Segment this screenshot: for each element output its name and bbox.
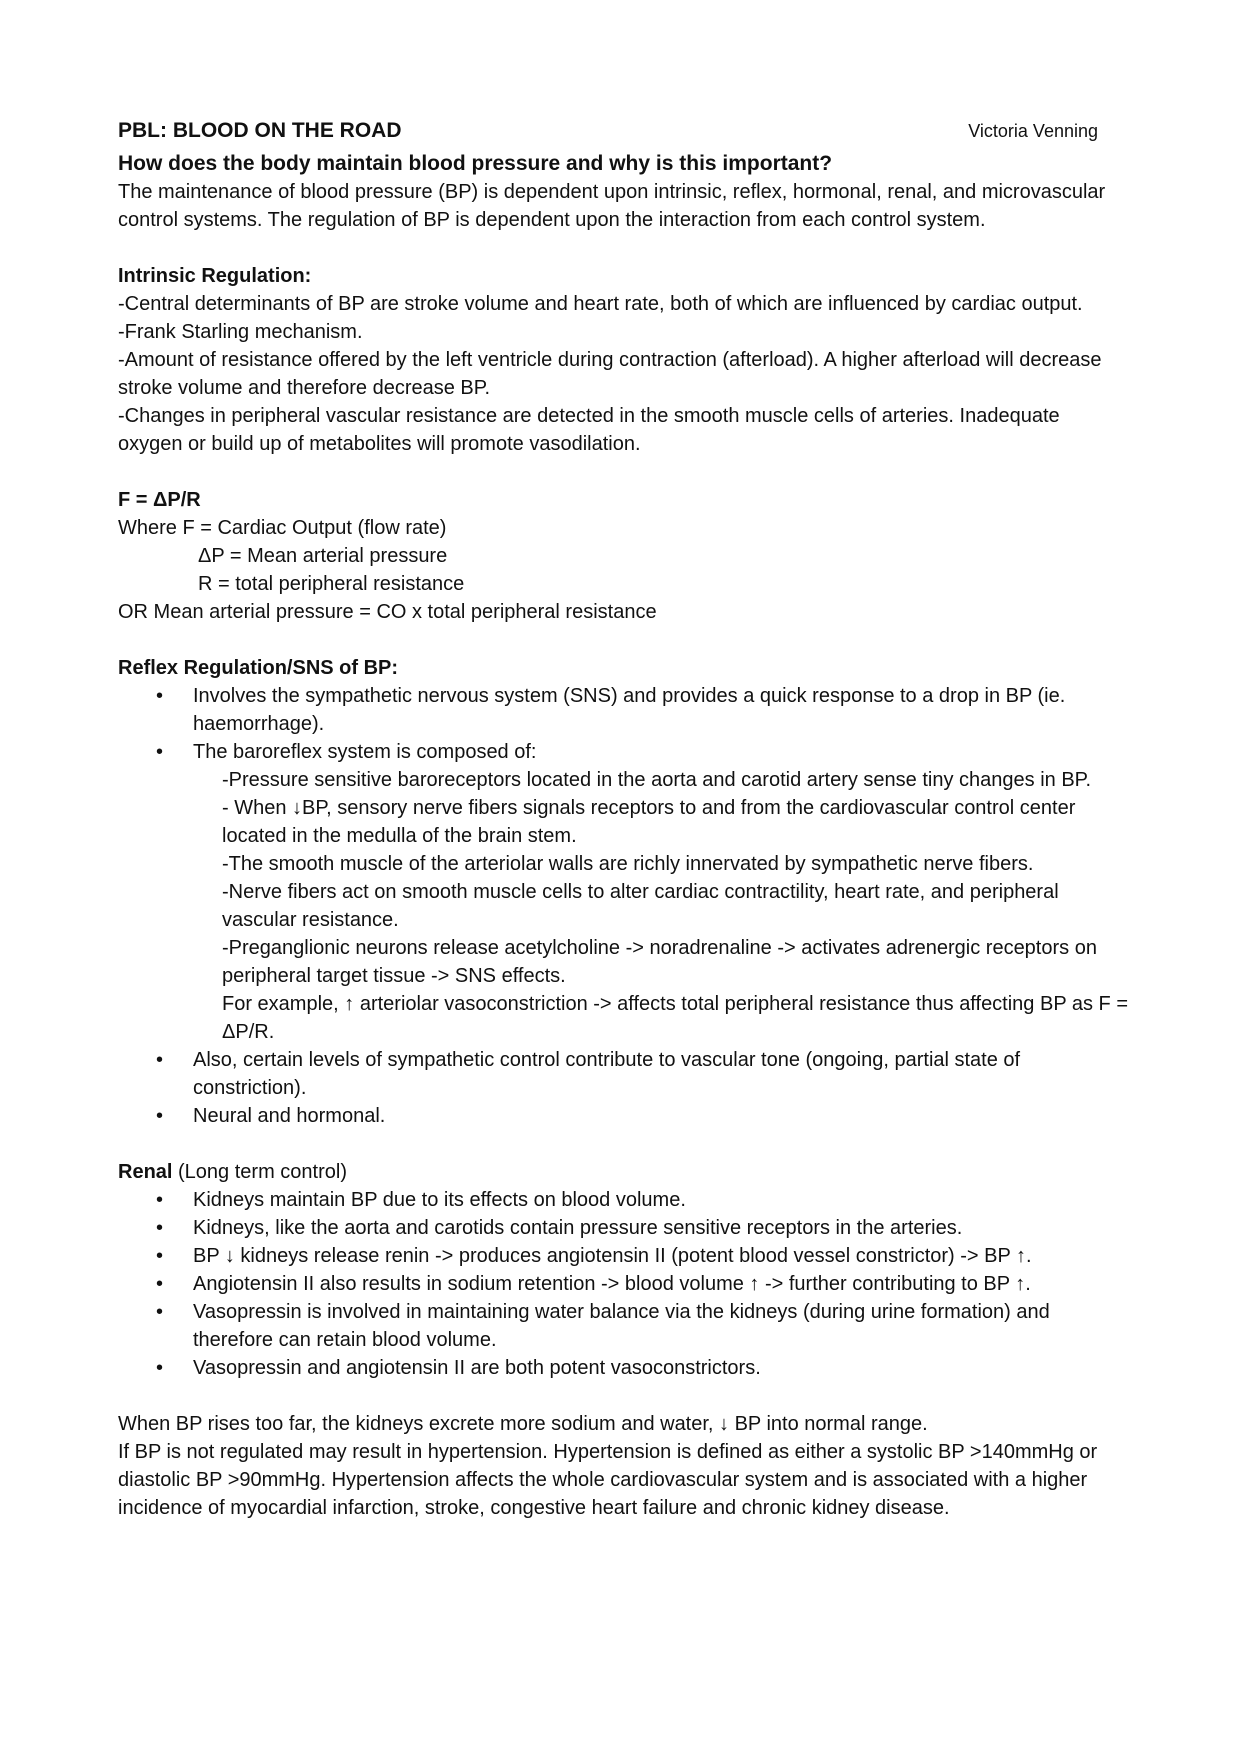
spacer bbox=[118, 1382, 1128, 1410]
baroreflex-subblock bbox=[118, 766, 1128, 1046]
baroreflex-line: - When ↓BP, sensory nerve fibers signals receptors to and from the cardiovascular control center located in the medulla of the brain stem. bbox=[222, 797, 1076, 847]
intro-paragraph: The maintenance of blood pressure (BP) is dependent upon intrinsic, reflex, hormonal, renal, and microvascular control systems. The regulation of BP is dependent upon the interaction from each control system. bbox=[118, 181, 1106, 231]
closing-line: When BP rises too far, the kidneys excrete more sodium and water, ↓ BP into normal range. bbox=[118, 1413, 928, 1435]
list-item bbox=[118, 1102, 1128, 1130]
formula-line: R = total peripheral resistance bbox=[198, 573, 465, 595]
bullet-text: Kidneys, like the aorta and carotids contain pressure sensitive receptors in the arteries. bbox=[193, 1217, 963, 1239]
closing-paragraph: If BP is not regulated may result in hypertension. Hypertension is defined as either a systolic BP >140mmHg or diastolic BP >90mmHg. Hypertension affects the whole cardiovascular system and is associated with a higher incidence of myocardial infarction, stroke, congestive heart failure and chronic kidney disease. bbox=[118, 1441, 1098, 1519]
formula-heading: F = ΔP/R bbox=[118, 489, 201, 511]
list-item bbox=[118, 1354, 1128, 1382]
title-row bbox=[118, 117, 1128, 147]
formula-line: ΔP = Mean arterial pressure bbox=[198, 545, 448, 567]
list-item bbox=[118, 1242, 1128, 1270]
baroreflex-line: -Nerve fibers act on smooth muscle cells to alter cardiac contractility, heart rate, and peripheral vascular resistance. bbox=[222, 881, 1059, 931]
reflex-bullet-list-continued bbox=[118, 1046, 1128, 1130]
spacer bbox=[118, 234, 1128, 262]
formula-or-line: OR Mean arterial pressure = CO x total peripheral resistance bbox=[118, 601, 657, 623]
intrinsic-section bbox=[118, 262, 1128, 458]
list-item bbox=[118, 738, 1128, 766]
baroreflex-line: -Pressure sensitive baroreceptors located in the aorta and carotid artery sense tiny changes in BP. bbox=[222, 769, 1091, 791]
intrinsic-line: -Frank Starling mechanism. bbox=[118, 321, 363, 343]
author-name: Victoria Venning bbox=[968, 121, 1098, 141]
renal-bullet-list bbox=[118, 1186, 1128, 1382]
spacer bbox=[118, 1130, 1128, 1158]
list-item bbox=[118, 682, 1128, 738]
closing-section bbox=[118, 1410, 1128, 1522]
bullet-text: Kidneys maintain BP due to its effects on blood volume. bbox=[193, 1189, 686, 1211]
list-item bbox=[118, 1046, 1128, 1102]
bullet-text: Involves the sympathetic nervous system (SNS) and provides a quick response to a drop in BP (ie. haemorrhage). bbox=[193, 685, 1066, 735]
bullet-text: Neural and hormonal. bbox=[193, 1105, 386, 1127]
list-item bbox=[118, 1186, 1128, 1214]
document-title: PBL: BLOOD ON THE ROAD bbox=[118, 119, 402, 142]
intrinsic-line: -Changes in peripheral vascular resistance are detected in the smooth muscle cells of arteries. Inadequate oxygen or build up of metabolites will promote vasodilation. bbox=[118, 405, 1060, 455]
intrinsic-line: -Central determinants of BP are stroke volume and heart rate, both of which are influenced by cardiac output. bbox=[118, 293, 1083, 315]
spacer bbox=[118, 626, 1128, 654]
bullet-text: Vasopressin is involved in maintaining water balance via the kidneys (during urine formation) and therefore can retain blood volume. bbox=[193, 1301, 1050, 1351]
renal-heading bbox=[118, 1158, 1128, 1186]
baroreflex-line: -The smooth muscle of the arteriolar walls are richly innervated by sympathetic nerve fibers. bbox=[222, 853, 1034, 875]
main-question: How does the body maintain blood pressure and why is this important? bbox=[118, 152, 833, 175]
reflex-bullet-list bbox=[118, 682, 1128, 766]
list-item bbox=[118, 1214, 1128, 1242]
bullet-text: The baroreflex system is composed of: bbox=[193, 741, 537, 763]
renal-heading-bold: Renal bbox=[118, 1161, 173, 1183]
bullet-text: Also, certain levels of sympathetic control contribute to vascular tone (ongoing, partial state of constriction). bbox=[193, 1049, 1021, 1099]
list-item bbox=[118, 1270, 1128, 1298]
baroreflex-line: For example, ↑ arteriolar vasoconstriction -> affects total peripheral resistance thus affecting BP as F = ΔP/R. bbox=[222, 993, 1128, 1043]
renal-section bbox=[118, 1158, 1128, 1382]
reflex-heading: Reflex Regulation/SNS of BP: bbox=[118, 657, 399, 679]
spacer bbox=[118, 458, 1128, 486]
bullet-text: BP ↓ kidneys release renin -> produces angiotensin II (potent blood vessel constrictor) -> BP ↑. bbox=[193, 1245, 1032, 1267]
list-item bbox=[118, 1298, 1128, 1354]
formula-section bbox=[118, 486, 1128, 626]
intrinsic-heading: Intrinsic Regulation: bbox=[118, 265, 312, 287]
bullet-text: Vasopressin and angiotensin II are both potent vasoconstrictors. bbox=[193, 1357, 761, 1379]
document-body bbox=[118, 117, 1128, 1522]
bullet-text: Angiotensin II also results in sodium retention -> blood volume ↑ -> further contributing to BP ↑. bbox=[193, 1273, 1031, 1295]
baroreflex-line: -Preganglionic neurons release acetylcholine -> noradrenaline -> activates adrenergic receptors on peripheral target tissue -> SNS effects. bbox=[222, 937, 1097, 987]
reflex-section bbox=[118, 654, 1128, 1130]
intrinsic-line: -Amount of resistance offered by the left ventricle during contraction (afterload). A higher afterload will decrease stroke volume and therefore decrease BP. bbox=[118, 349, 1102, 399]
renal-heading-note: (Long term control) bbox=[172, 1161, 347, 1183]
formula-where-line: Where F = Cardiac Output (flow rate) bbox=[118, 517, 447, 539]
